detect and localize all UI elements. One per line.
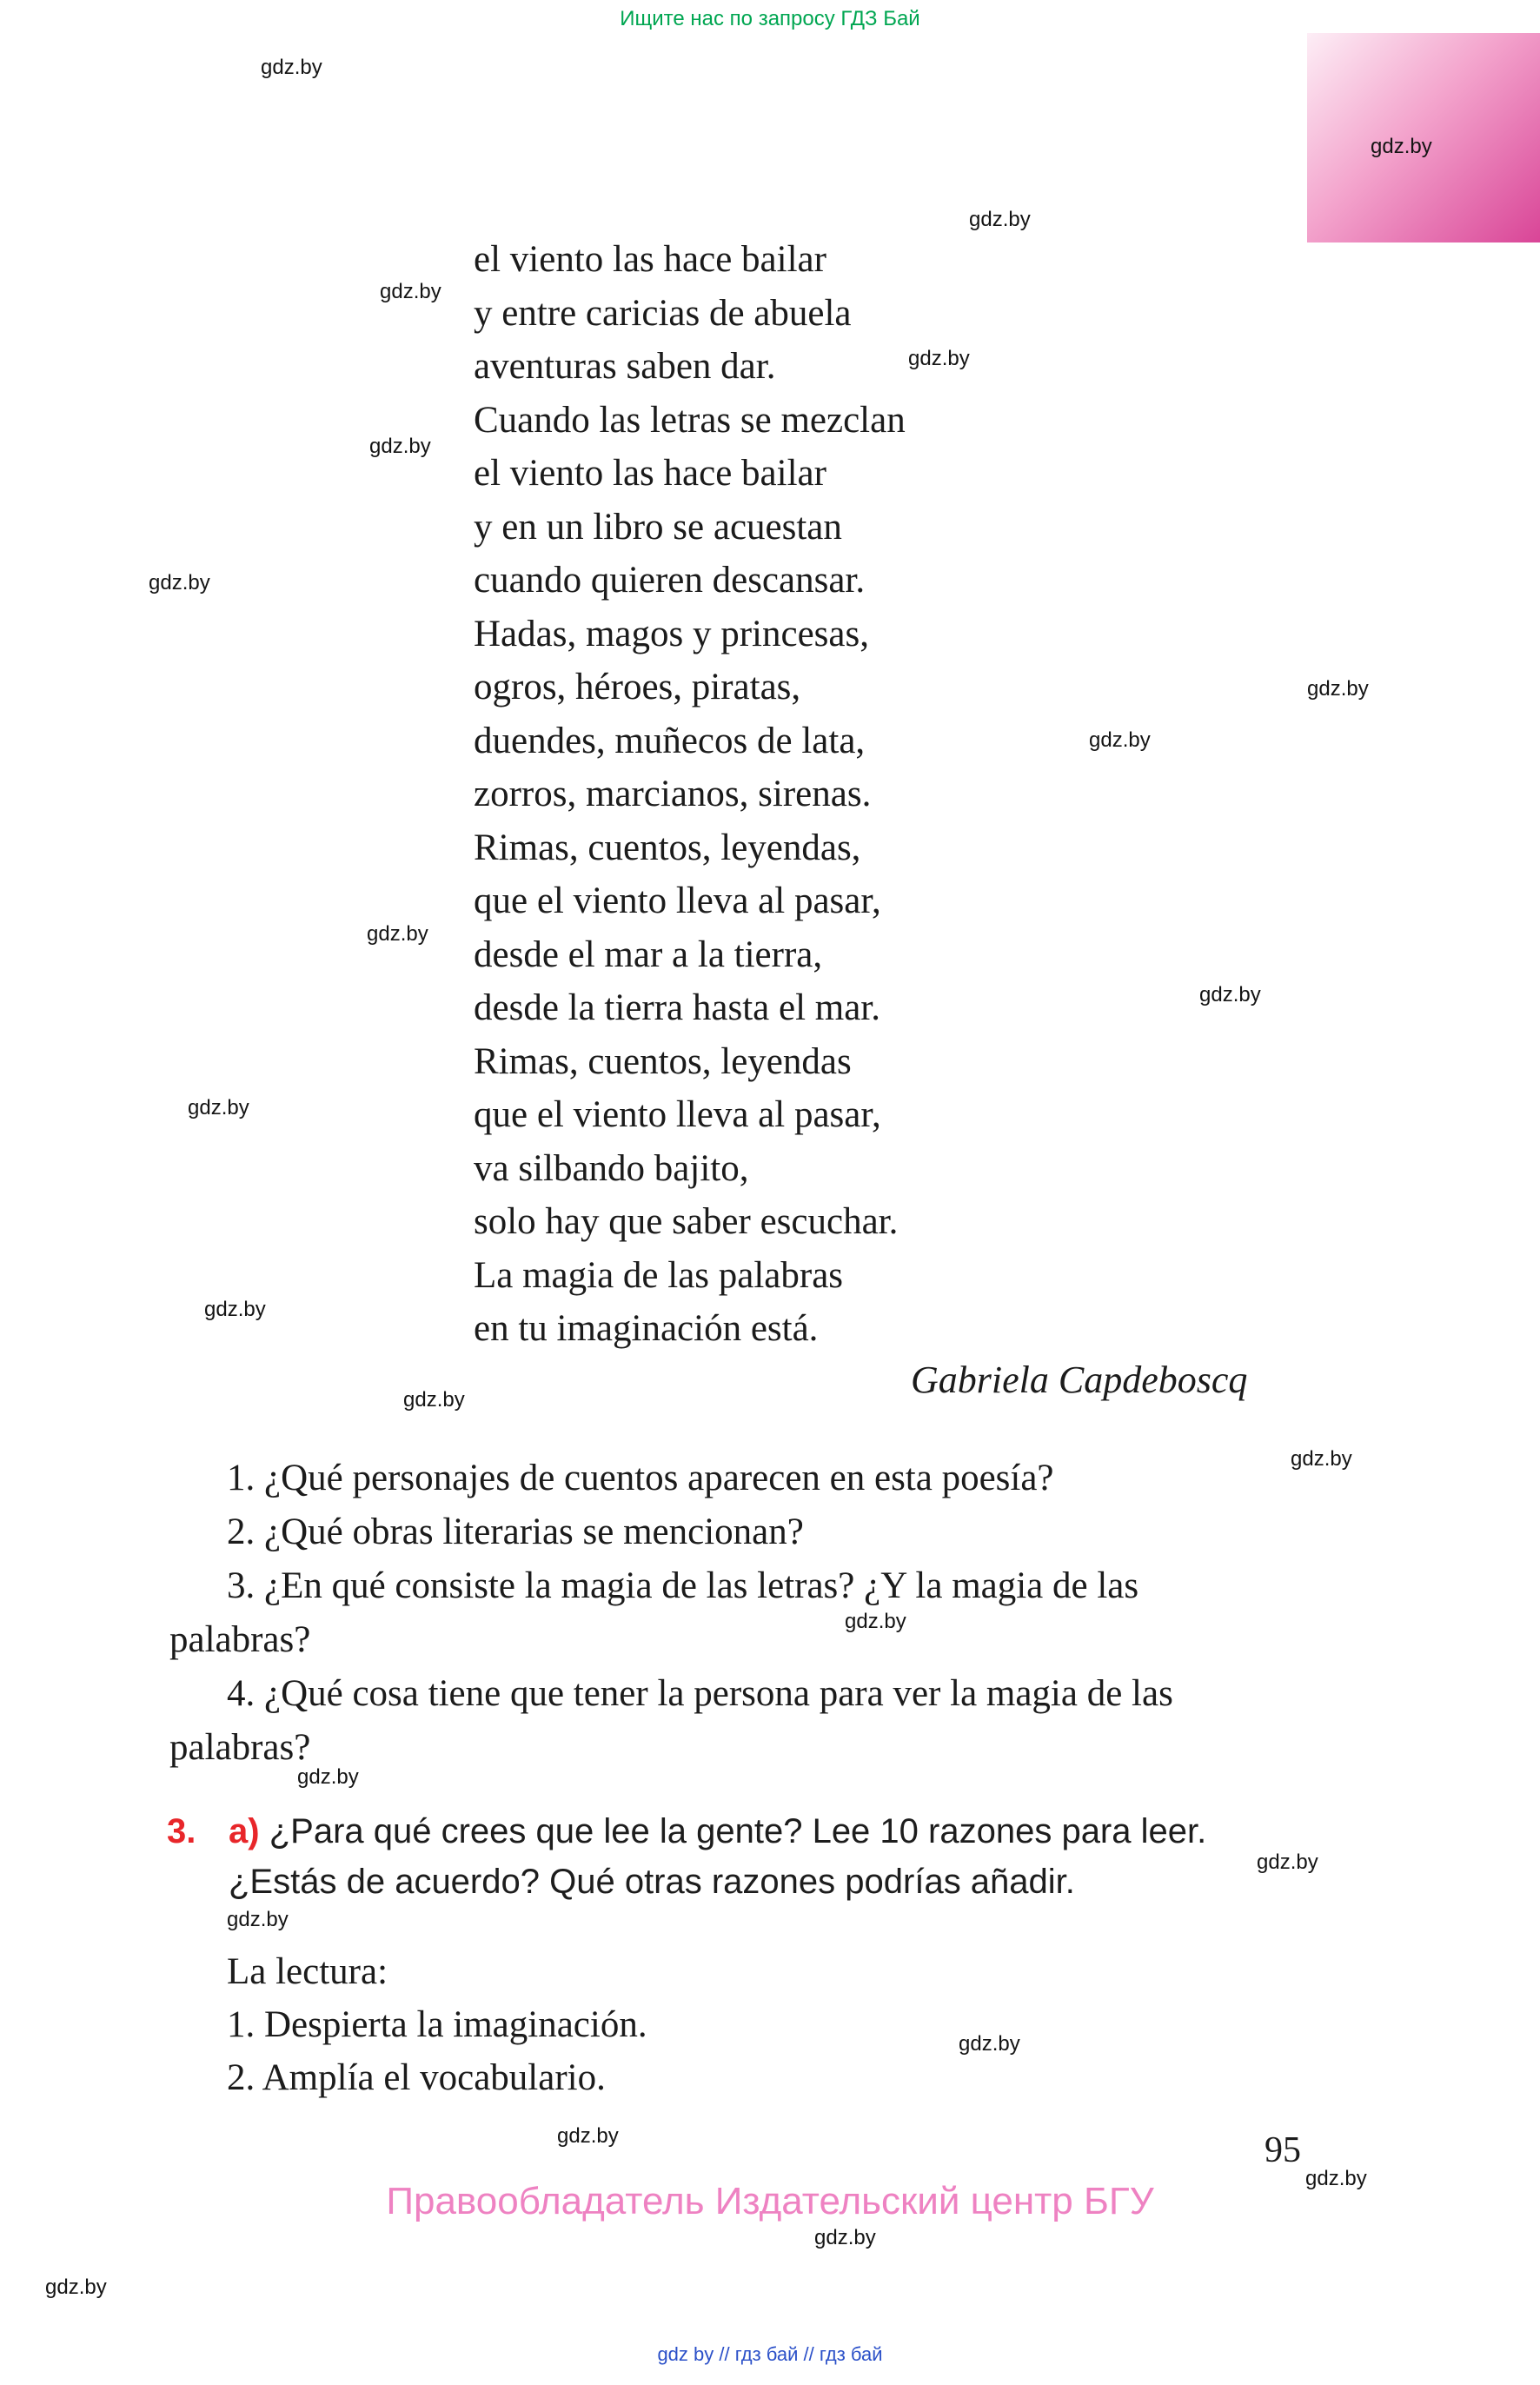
watermark: gdz.by bbox=[557, 2124, 619, 2148]
watermark: gdz.by bbox=[380, 280, 441, 303]
watermark: gdz.by bbox=[969, 208, 1031, 231]
exercise-text: ¿Para qué crees que lee la gente? Lee 10 razones para leer. ¿Estás de acuerdo? Qué otras razones podrías añadir. bbox=[229, 1812, 1207, 1901]
poem-line: que el viento lleva al pasar, bbox=[474, 880, 881, 921]
poem-line: cuando quieren descansar. bbox=[474, 560, 866, 601]
exercise-text-block bbox=[229, 1806, 1324, 1907]
bottom-links: gdz by // гдз бай // гдз бай bbox=[657, 2343, 883, 2365]
poem-line: el viento las hace bailar bbox=[474, 453, 826, 494]
watermark: gdz.by bbox=[45, 2275, 107, 2299]
reading-list bbox=[227, 1945, 647, 2104]
poem-line: desde el mar a la tierra, bbox=[474, 933, 823, 975]
watermark: gdz.by bbox=[1257, 1850, 1318, 1874]
watermark: gdz.by bbox=[403, 1388, 465, 1412]
promo-text: Ищите нас по запросу ГДЗ Бай bbox=[620, 7, 920, 30]
poem-line: ogros, héroes, piratas, bbox=[474, 667, 801, 708]
poem-line: Rimas, cuentos, leyendas bbox=[474, 1040, 852, 1082]
question-item: 2. ¿Qué obras literarias se mencionan? bbox=[227, 1511, 804, 1552]
reading-list-item: 2. Amplía el vocabulario. bbox=[227, 2057, 606, 2098]
watermark: gdz.by bbox=[1371, 135, 1432, 158]
poem bbox=[474, 233, 906, 1356]
watermark: gdz.by bbox=[204, 1298, 266, 1321]
poem-line: solo hay que saber escuchar. bbox=[474, 1201, 899, 1242]
watermark: gdz.by bbox=[959, 2032, 1020, 2056]
poem-line: duendes, muñecos de lata, bbox=[474, 720, 866, 761]
exercise-number: 3. bbox=[167, 1812, 196, 1850]
poem-line: y en un libro se acuestan bbox=[474, 506, 842, 548]
poem-line: Hadas, magos y princesas, bbox=[474, 613, 869, 654]
question-item: 4. ¿Qué cosa tiene que tener la persona para ver la magia de las palabras? bbox=[169, 1673, 1173, 1768]
question-item: 3. ¿En qué consiste la magia de las letras? ¿Y la magia de las palabras? bbox=[169, 1565, 1139, 1660]
watermark: gdz.by bbox=[188, 1096, 249, 1119]
questions-list bbox=[169, 1452, 1282, 1775]
watermark: gdz.by bbox=[261, 56, 322, 79]
poem-line: desde la tierra hasta el mar. bbox=[474, 987, 881, 1028]
watermark: gdz.by bbox=[367, 922, 428, 946]
watermark: gdz.by bbox=[1305, 2167, 1367, 2190]
poem-line: zorros, marcianos, sirenas. bbox=[474, 774, 872, 814]
poem-line: aventuras saben dar. bbox=[474, 346, 776, 387]
poem-line: va silbando bajito, bbox=[474, 1147, 749, 1189]
watermark: gdz.by bbox=[227, 1908, 289, 1931]
poem-line: Rimas, cuentos, leyendas, bbox=[474, 827, 861, 868]
exercise-letter: a) bbox=[229, 1812, 260, 1850]
watermark: gdz.by bbox=[1199, 983, 1261, 1006]
question-item: 1. ¿Qué personajes de cuentos aparecen en esta poesía? bbox=[227, 1458, 1054, 1498]
poem-line: el viento las hace bailar bbox=[474, 239, 826, 280]
page-number: 95 bbox=[1265, 2130, 1301, 2170]
publisher-credit: Правообладатель Издательский центр БГУ bbox=[386, 2180, 1154, 2222]
watermark: gdz.by bbox=[1089, 728, 1151, 752]
watermark: gdz.by bbox=[814, 2226, 876, 2249]
poem-line: La magia de las palabras bbox=[474, 1254, 844, 1296]
poem-author: Gabriela Capdeboscq bbox=[911, 1359, 1248, 1401]
reading-list-items bbox=[227, 1998, 647, 2104]
poem-line: que el viento lleva al pasar, bbox=[474, 1094, 881, 1135]
poem-line: en tu imaginación está. bbox=[474, 1308, 819, 1349]
poem-line: Cuando las letras se mezclan bbox=[474, 399, 906, 441]
watermark: gdz.by bbox=[908, 347, 970, 370]
reading-list-item: 1. Despierta la imaginación. bbox=[227, 2004, 647, 2045]
watermark: gdz.by bbox=[1307, 677, 1369, 701]
watermark: gdz.by bbox=[845, 1610, 906, 1633]
watermark: gdz.by bbox=[369, 435, 431, 458]
poem-line: y entre caricias de abuela bbox=[474, 292, 852, 334]
exercise-row bbox=[167, 1806, 1401, 1907]
watermark: gdz.by bbox=[1291, 1447, 1352, 1471]
watermark: gdz.by bbox=[297, 1765, 359, 1789]
reading-list-title: La lectura: bbox=[227, 1951, 388, 1992]
watermark: gdz.by bbox=[149, 571, 210, 595]
